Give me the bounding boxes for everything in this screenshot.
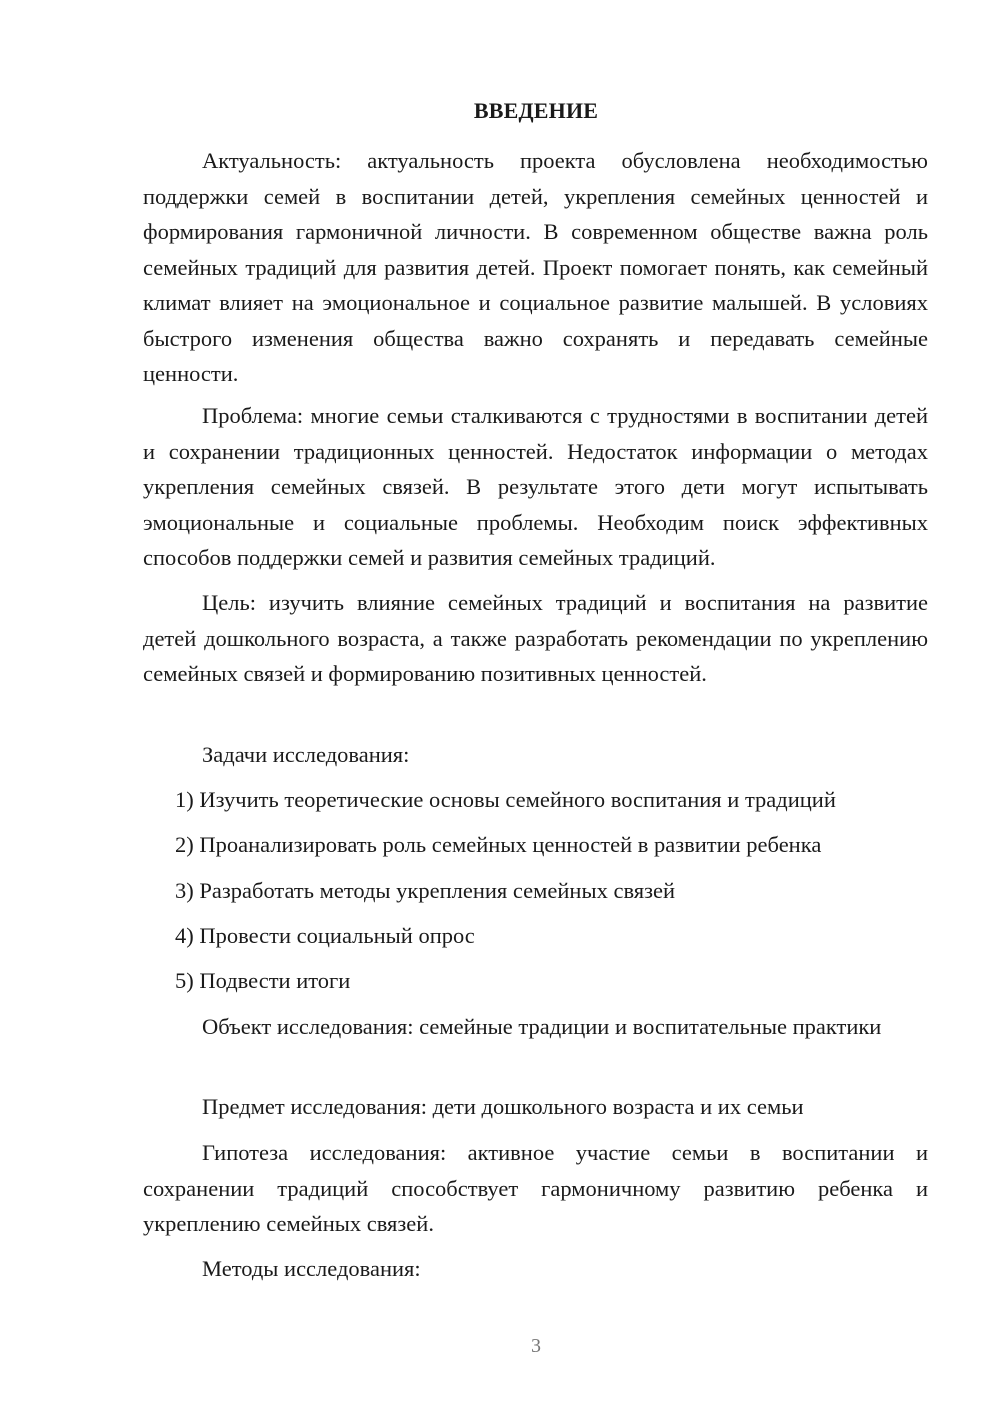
task-item-4: 4) Провести социальный опрос — [175, 923, 475, 948]
task-item-5: 5) Подвести итоги — [175, 968, 351, 993]
page-number: 3 — [531, 1335, 541, 1357]
tasks-heading: Задачи исследования: — [202, 742, 410, 767]
page-title: ВВЕДЕНИЕ — [473, 98, 599, 123]
paragraph-subject: Предмет исследования: дети дошкольного возраста и их семьи — [202, 1094, 804, 1119]
paragraph-goal: Цель: изучить влияние семейных традиций и воспитания на развитие детей дошкольного возраста, а также разработать рекомендации по укреплению семейных связей и формированию позитивных ценностей. — [143, 590, 928, 686]
task-item-2: 2) Проанализировать роль семейных ценностей в развитии ребенка — [175, 832, 822, 857]
paragraph-object: Объект исследования: семейные традиции и воспитательные практики — [202, 1014, 882, 1039]
paragraph-relevance: Актуальность: актуальность проекта обусловлена необходимостью поддержки семей в воспитании детей, укрепления семейных ценностей и формирования гармоничной личности. В современном обществе важна роль семейных традиций для развития детей. Проект помогает понять, как семейный климат влияет на эмоциональное и социальное развитие малышей. В условиях быстрого изменения общества важно сохранять и передавать семейные ценности. — [143, 148, 928, 386]
methods-heading: Методы исследования: — [202, 1256, 421, 1281]
task-item-3: 3) Разработать методы укрепления семейных связей — [175, 878, 676, 903]
paragraph-hypothesis: Гипотеза исследования: активное участие семьи в воспитании и сохранении традиций способствует гармоничному развитию ребенка и укреплению семейных связей. — [143, 1140, 928, 1236]
task-item-1: 1) Изучить теоретические основы семейного воспитания и традиций — [175, 787, 836, 812]
paragraph-problem: Проблема: многие семьи сталкиваются с трудностями в воспитании детей и сохранении традиционных ценностей. Недостаток информации о методах укрепления семейных связей. В результате этого дети могут испытывать эмоциональные и социальные проблемы. Необходим поиск эффективных способов поддержки семей и развития семейных традиций. — [143, 403, 928, 570]
